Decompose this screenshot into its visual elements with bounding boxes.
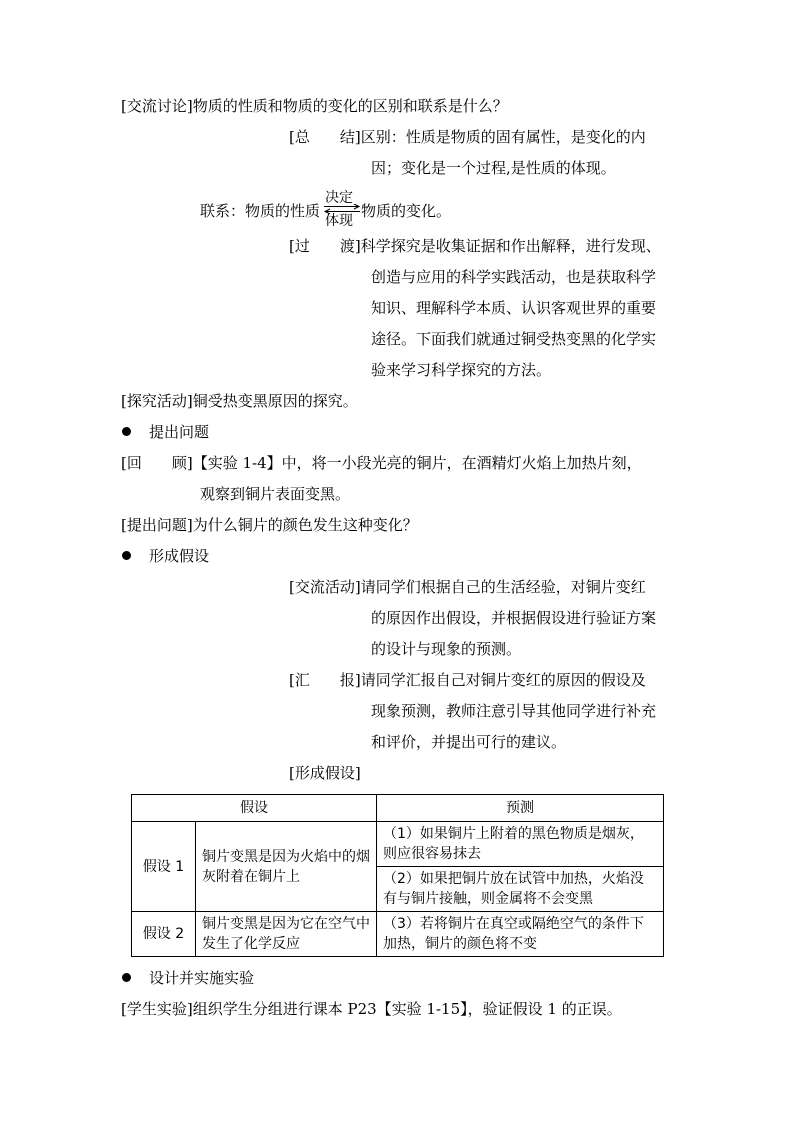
discussion-text: 物质的性质和物质的变化的区别和联系是什么？ <box>192 97 508 115</box>
student-experiment-text: 组织学生分组进行课本 P23【实验 1-15】，验证假设 1 的正误。 <box>192 1000 622 1018</box>
inquiry-text: 铜受热变黑原因的探究。 <box>192 392 358 410</box>
prediction-2: （2）如果把铜片放在试管中加热，火焰没有与铜片接触，则金属将不会变黑 <box>377 867 664 912</box>
hypothesis-2-text: 铜片变黑是因为它在空气中发生了化学反应 <box>196 912 377 957</box>
transition-line-5: 验来学习科学探究的方法。 <box>371 361 552 379</box>
summary-line-2: 因；变化是一个过程,是性质的体现。 <box>371 159 616 177</box>
form-hypothesis-label: [形成假设] <box>289 764 361 782</box>
bullet-icon <box>122 973 131 982</box>
table-row <box>132 912 664 957</box>
summary-text-1: 区别：性质是物质的固有属性，是变化的内 <box>360 128 646 146</box>
transition-text-1: 科学探究是收集证据和作出解释，进行发现、 <box>360 237 661 255</box>
discussion-line <box>121 96 508 116</box>
discussion-label: [交流讨论] <box>121 97 193 115</box>
table-row <box>132 822 664 867</box>
table-header-row <box>132 795 664 822</box>
bullet-design: 设计并实施实验 <box>149 969 255 987</box>
prediction-3: （3）若将铜片在真空或隔绝空气的条件下加热，铜片的颜色将不变 <box>377 912 664 957</box>
question-line <box>121 515 418 535</box>
relation-arrow-top-label: 决定 <box>325 190 353 206</box>
report-line-1 <box>289 670 646 690</box>
transition-label: [过 渡] <box>289 237 361 255</box>
inquiry-label: [探究活动] <box>121 392 193 410</box>
table-header-prediction: 预测 <box>377 795 664 822</box>
hypothesis-1-name: 假设 1 <box>132 822 196 912</box>
review-line-2: 观察到铜片表面变黑。 <box>200 485 351 503</box>
table-header-hypothesis: 假设 <box>132 795 377 822</box>
exchange-label: [交流活动] <box>289 578 361 596</box>
hypothesis-table <box>131 794 664 957</box>
hypothesis-1-text: 铜片变黑是因为火焰中的烟灰附着在铜片上 <box>196 822 377 912</box>
exchange-line-3: 的设计与现象的预测。 <box>371 640 522 658</box>
report-label: [汇 报] <box>289 671 361 689</box>
report-text-1: 请同学汇报自己对铜片变红的原因的假设及 <box>360 671 646 689</box>
transition-line-3: 知识、理解科学本质、认识客观世界的重要 <box>371 299 657 317</box>
bullet-icon <box>122 427 131 436</box>
summary-label: [总 结] <box>289 128 361 146</box>
relation-suffix: 物质的变化。 <box>361 202 452 220</box>
relation-arrow-bottom-label: 体现 <box>325 213 353 229</box>
hypothesis-2-name: 假设 2 <box>132 912 196 957</box>
report-line-3: 和评价，并提出可行的建议。 <box>371 733 567 751</box>
prediction-1: （1）如果铜片上附着的黑色物质是烟灰，则应很容易抹去 <box>377 822 664 867</box>
inquiry-line <box>121 391 358 411</box>
bullet-form: 形成假设 <box>149 547 210 565</box>
transition-line-2: 创造与应用的科学实践活动，也是获取科学 <box>371 268 657 286</box>
student-experiment-line <box>121 999 622 1019</box>
exchange-text-1: 请同学们根据自己的生活经验，对铜片变红 <box>360 578 646 596</box>
report-line-2: 现象预测，教师注意引导其他同学进行补充 <box>371 702 657 720</box>
relation-prefix: 联系：物质的性质 <box>200 202 321 220</box>
bullet-ask: 提出问题 <box>149 423 210 441</box>
transition-line-4: 途径。下面我们就通过铜受热变黑的化学实 <box>371 330 657 348</box>
summary-line-1 <box>289 127 646 147</box>
student-experiment-label: [学生实验] <box>121 1000 193 1018</box>
transition-line-1 <box>289 236 661 256</box>
review-text-1: 【实验 1-4】中，将一小段光亮的铜片，在酒精灯火焰上加热片刻， <box>192 454 642 472</box>
review-line-1 <box>121 453 642 473</box>
question-text: 为什么铜片的颜色发生这种变化？ <box>192 516 418 534</box>
exchange-line-2: 的原因作出假设，并根据假设进行验证方案 <box>371 609 657 627</box>
exchange-line-1 <box>289 577 646 597</box>
review-label: [回 顾] <box>121 454 193 472</box>
question-label: [提出问题] <box>121 516 193 534</box>
bullet-icon <box>122 551 131 560</box>
